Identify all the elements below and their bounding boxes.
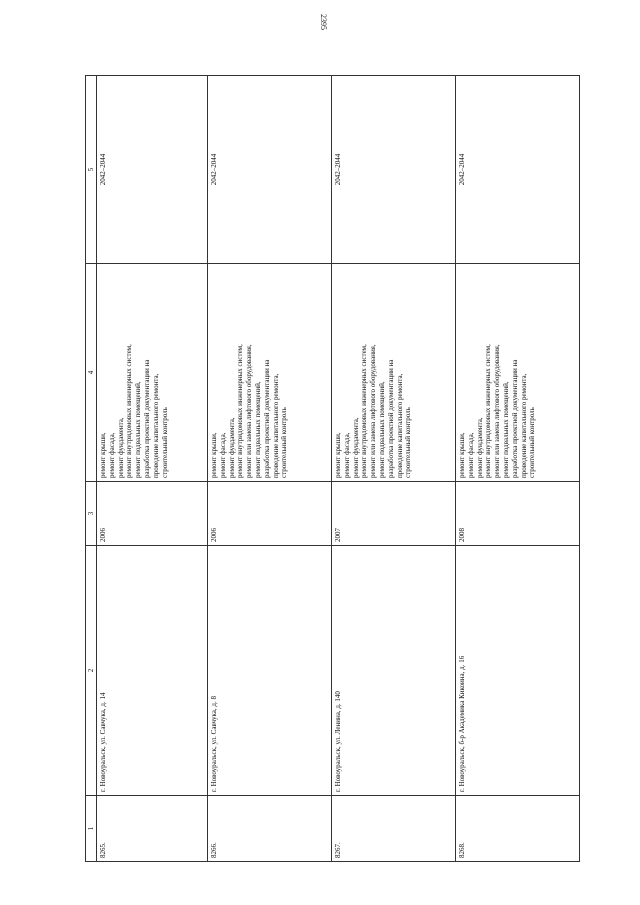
repair-works xyxy=(97,264,208,482)
work-item: ремонт внутридомовых инженерных систем, xyxy=(236,344,245,478)
work-item: проведение капитального ремонта, xyxy=(151,373,160,478)
planned-period: 2042–2044 xyxy=(208,76,332,264)
table-row xyxy=(208,76,332,862)
work-item: ремонт подвальных помещений, xyxy=(501,381,510,478)
work-item: проведение капитального ремонта, xyxy=(271,373,280,478)
work-item: ремонт крыши, xyxy=(334,432,343,478)
row-number: 8267. xyxy=(332,796,456,862)
work-item: строительный контроль xyxy=(160,407,169,478)
work-item: ремонт подвальных помещений, xyxy=(254,381,263,478)
work-item: ремонт или замена лифтового оборудования, xyxy=(369,344,378,478)
column-header: 2 xyxy=(86,546,97,796)
commissioning-year: 2006 xyxy=(208,482,332,546)
work-item: строительный контроль xyxy=(528,407,537,478)
repair-works-list xyxy=(334,267,413,478)
work-item: ремонт фундамента, xyxy=(227,417,236,478)
table-row xyxy=(332,76,456,862)
commissioning-year: 2007 xyxy=(332,482,456,546)
page-number: 2395 xyxy=(319,14,328,30)
table-row xyxy=(97,76,208,862)
work-item: ремонт крыши, xyxy=(458,432,466,478)
work-item: ремонт фундамента, xyxy=(116,417,125,478)
work-item: ремонт внутридомовых инженерных систем, xyxy=(360,344,369,478)
work-item: проведение капитального ремонта, xyxy=(395,373,404,478)
commissioning-year: 2006 xyxy=(97,482,208,546)
work-item: строительный контроль xyxy=(404,407,413,478)
repair-works xyxy=(208,264,332,482)
work-item: разработка проектной документации на xyxy=(510,359,519,478)
planned-period: 2042–2044 xyxy=(97,76,208,264)
building-address: г. Новоуральск, б-р Академика Кикоина, д. 16 xyxy=(456,546,580,796)
repair-works-list xyxy=(458,267,537,478)
work-item: ремонт фасада, xyxy=(107,432,116,478)
planned-period: 2042–2044 xyxy=(456,76,580,264)
row-number: 8268. xyxy=(456,796,580,862)
table-header-row xyxy=(86,76,97,862)
repair-works xyxy=(332,264,456,482)
building-address: г. Новоуральск, ул. Савчука, д. 8 xyxy=(208,546,332,796)
column-header: 5 xyxy=(86,76,97,264)
repair-works-list xyxy=(99,267,169,478)
row-number: 8266. xyxy=(208,796,332,862)
work-item: ремонт фундамента, xyxy=(351,417,360,478)
column-header: 3 xyxy=(86,482,97,546)
work-item: разработка проектной документации на xyxy=(386,359,395,478)
work-item: ремонт фундамента, xyxy=(475,417,484,478)
building-address: г. Новоуральск, ул. Ленина, д. 140 xyxy=(332,546,456,796)
repair-schedule-table xyxy=(85,75,580,862)
work-item: ремонт подвальных помещений, xyxy=(134,381,143,478)
table-row xyxy=(456,76,580,862)
work-item: ремонт фасада, xyxy=(218,432,227,478)
work-item: разработка проектной документации на xyxy=(262,359,271,478)
column-header: 1 xyxy=(86,796,97,862)
repair-works xyxy=(456,264,580,482)
work-item: ремонт фасада, xyxy=(342,432,351,478)
work-item: разработка проектной документации на xyxy=(142,359,151,478)
work-item: ремонт или замена лифтового оборудования, xyxy=(493,344,502,478)
planned-period: 2042–2044 xyxy=(332,76,456,264)
row-number: 8265. xyxy=(97,796,208,862)
work-item: ремонт или замена лифтового оборудования, xyxy=(245,344,254,478)
column-header: 4 xyxy=(86,264,97,482)
work-item: ремонт внутридомовых инженерных систем, xyxy=(125,344,134,478)
work-item: ремонт крыши, xyxy=(99,432,107,478)
work-item: ремонт подвальных помещений, xyxy=(378,381,386,478)
rotated-table-wrapper xyxy=(85,76,580,862)
work-item: ремонт крыши, xyxy=(210,432,219,478)
building-address: г. Новоуральск, ул. Савчука, д. 14 xyxy=(97,546,208,796)
work-item: проведение капитального ремонта, xyxy=(519,373,528,478)
repair-works-list xyxy=(210,267,289,478)
work-item: ремонт внутридомовых инженерных систем, xyxy=(484,344,493,478)
commissioning-year: 2008 xyxy=(456,482,580,546)
work-item: ремонт фасада, xyxy=(466,432,475,478)
work-item: строительный контроль xyxy=(280,407,289,478)
